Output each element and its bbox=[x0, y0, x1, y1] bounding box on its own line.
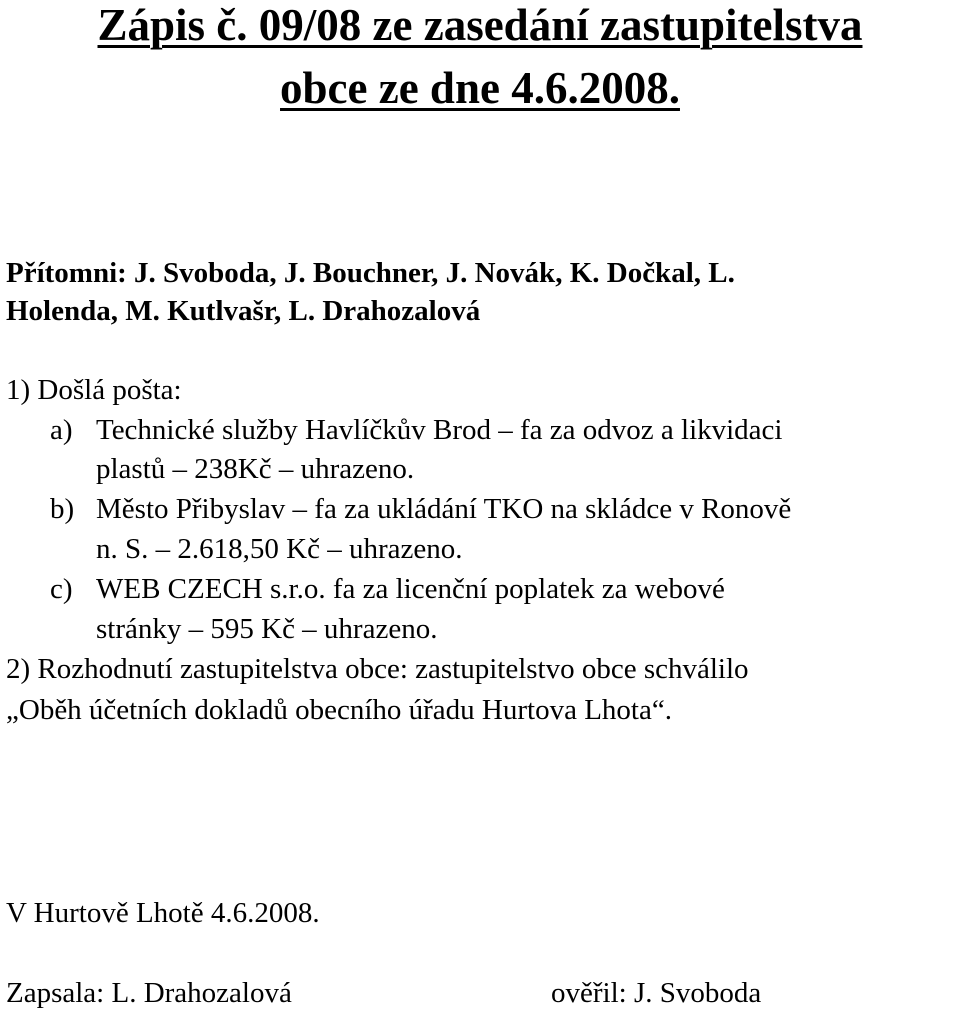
mail-entry-a-text: Technické služby Havlíčkův Brod – fa za odvoz a likvidaci bbox=[96, 414, 783, 446]
mail-entry-b bbox=[50, 495, 791, 524]
mail-entry-a bbox=[50, 416, 782, 445]
mail-entry-b-marker: b) bbox=[50, 493, 75, 525]
attendees-line-1: Přítomni: J. Svoboda, J. Bouchner, J. Novák, K. Dočkal, L. bbox=[6, 257, 735, 289]
item-1-number: 1) bbox=[6, 374, 31, 406]
attendees-line-2: Holenda, M. Kutlvašr, L. Drahozalová bbox=[6, 295, 481, 327]
mail-entry-c bbox=[50, 575, 725, 604]
mail-entry-a-marker: a) bbox=[50, 414, 73, 446]
mail-entry-c-continuation: stránky – 595 Kč – uhrazeno. bbox=[96, 613, 438, 645]
decision-line-2: „Oběh účetních dokladů obecního úřadu Hurtova Lhota“. bbox=[6, 694, 672, 726]
item-1-heading bbox=[6, 376, 182, 405]
mail-entry-b-text: Město Přibyslav – fa za ukládání TKO na skládce v Ronově bbox=[96, 493, 792, 525]
document-title-line-1: Zápis č. 09/08 ze zasedání zastupitelstva bbox=[97, 0, 863, 50]
verified-by: ověřil: J. Svoboda bbox=[551, 977, 762, 1009]
decision-line-1: 2) Rozhodnutí zastupitelstva obce: zastupitelstvo obce schválilo bbox=[6, 653, 749, 685]
mail-entry-c-marker: c) bbox=[50, 573, 73, 605]
mail-entry-c-text: WEB CZECH s.r.o. fa za licenční poplatek za webové bbox=[96, 573, 725, 605]
document-title-line-2: obce ze dne 4.6.2008. bbox=[280, 63, 680, 113]
mail-entry-a-continuation: plastů – 238Kč – uhrazeno. bbox=[96, 453, 415, 485]
item-1-title: Došlá pošta: bbox=[37, 374, 182, 406]
place-and-date: V Hurtově Lhotě 4.6.2008. bbox=[6, 897, 320, 929]
mail-entry-b-continuation: n. S. – 2.618,50 Kč – uhrazeno. bbox=[96, 533, 463, 565]
recorded-by: Zapsala: L. Drahozalová bbox=[6, 977, 292, 1009]
